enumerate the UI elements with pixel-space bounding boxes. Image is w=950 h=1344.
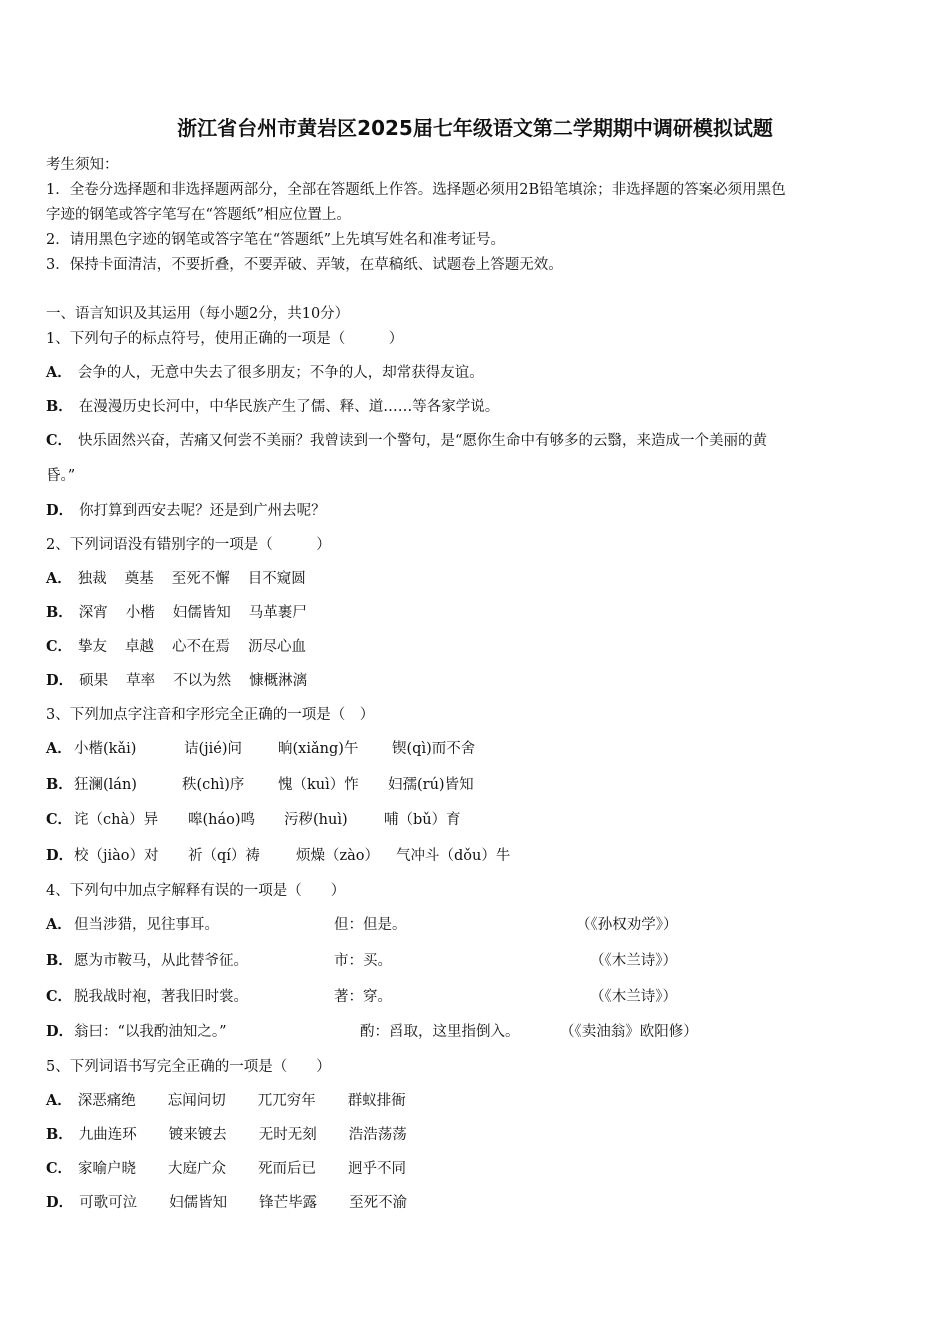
word: 镀来镀去 [168, 1127, 227, 1143]
q1-option-b [46, 395, 499, 416]
word: 嗥(háo)鸣 [188, 812, 256, 828]
word: 愧（kuì）怍 [278, 777, 359, 793]
q3-option-b [46, 773, 474, 794]
word: 锋芒毕露 [259, 1195, 318, 1211]
q5-option-b [46, 1123, 439, 1144]
q3-option-a [46, 737, 476, 758]
word: 大庭广众 [168, 1161, 227, 1177]
notice-item-1a: 1．全卷分选择题和非选择题两部分，全部在答题纸上作答。选择题必须用2B铅笔填涂；非选择题的答案必须用黑色 [46, 182, 786, 198]
question-5-stem: 5、下列词语书写完全正确的一项是（ ） [46, 1059, 331, 1075]
word: 诧（chà）异 [74, 812, 159, 828]
word: 狂澜(lán) [74, 777, 137, 793]
question-1-stem: 1、下列句子的标点符号，使用正确的一项是（ ） [46, 331, 404, 347]
option-label: B． [46, 776, 73, 793]
word: 至死不懈 [171, 571, 230, 587]
q1-option-a [46, 361, 484, 382]
word: 硕果 [79, 673, 109, 689]
option-label: C． [46, 1160, 73, 1177]
q5-option-d [46, 1191, 439, 1212]
notice-item-3: 3．保持卡面清洁，不要折叠，不要弄破、弄皱，在草稿纸、试题卷上答题无效。 [46, 257, 563, 273]
source: （《木兰诗》） [590, 953, 677, 969]
option-label: B． [46, 604, 73, 621]
option-label: A． [46, 570, 72, 587]
q3-option-d [46, 844, 511, 865]
q4-option-c [46, 985, 677, 1006]
source: （《卖油翁》欧阳修） [560, 1024, 698, 1040]
word: 污秽(huì) [284, 812, 348, 828]
option-text: 快乐固然兴奋，苦痛又何尝不美丽？我曾读到一个警句，是“愿你生命中有够多的云翳，来造成一个美丽的黄 [78, 433, 767, 449]
option-label: D． [46, 502, 74, 519]
sentence: 翁曰：“以我酌油知之。” [74, 1024, 227, 1040]
sentence: 但当涉猎，见往事耳。 [74, 917, 219, 933]
option-label: D． [46, 672, 74, 689]
word: 慷概淋漓 [249, 673, 308, 689]
word: 气冲斗（dǒu）牛 [396, 848, 511, 864]
word: 死而后已 [258, 1161, 317, 1177]
word: 草率 [126, 673, 156, 689]
option-text: 你打算到西安去呢？还是到广州去呢？ [79, 503, 326, 519]
word: 兀兀穷年 [257, 1093, 316, 1109]
sentence: 愿为市鞍马，从此替爷征。 [74, 953, 248, 969]
word: 小楷 [125, 605, 155, 621]
word: 独裁 [77, 571, 107, 587]
q5-option-a [46, 1089, 438, 1110]
word: 马革裹尸 [248, 605, 307, 621]
word: 可歌可泣 [79, 1195, 138, 1211]
word: 校（jiào）对 [74, 848, 159, 864]
word: 哺（bǔ）育 [384, 812, 461, 828]
q4-option-b [46, 949, 677, 970]
word: 迥乎不同 [348, 1161, 407, 1177]
word: 奠基 [124, 571, 154, 587]
option-label: D． [46, 1023, 74, 1040]
q4-option-d [46, 1020, 698, 1041]
q1-option-c-cont: 昏。” [46, 468, 76, 484]
q1-option-d [46, 499, 326, 520]
q5-option-c [46, 1157, 438, 1178]
notice-item-1b: 字迹的钢笔或答字笔写在“答题纸”相应位置上。 [46, 207, 351, 223]
option-label: A． [46, 916, 72, 933]
option-label: A． [46, 740, 72, 757]
word: 深恶痛绝 [77, 1093, 136, 1109]
q2-option-c [46, 635, 324, 656]
option-label: B． [46, 398, 73, 415]
section-heading: 一、语言知识及其运用（每小题2分，共10分） [46, 306, 350, 322]
option-label: A． [46, 364, 72, 381]
word: 小楷(kǎi) [74, 741, 137, 757]
q2-option-a [46, 567, 324, 588]
source: （《木兰诗》） [590, 989, 677, 1005]
word: 晌(xiǎng)午 [278, 741, 359, 757]
explanation: 市：买。 [334, 953, 392, 969]
page-title: 浙江省台州市黄岩区2025届七年级语文第二学期期中调研模拟试题 [177, 116, 773, 140]
option-label: B． [46, 952, 73, 969]
q1-option-c [46, 429, 767, 450]
word: 妇孺(rú)皆知 [388, 777, 474, 793]
option-label: A． [46, 1092, 72, 1109]
notice-heading: 考生须知： [46, 157, 119, 173]
option-label: D． [46, 1194, 74, 1211]
explanation: 但：但是。 [334, 917, 407, 933]
word: 妇儒皆知 [169, 1195, 228, 1211]
word: 群蚁排衙 [347, 1093, 406, 1109]
explanation: 著：穿。 [334, 989, 392, 1005]
word: 挚友 [78, 639, 108, 655]
word: 忘闻问切 [167, 1093, 226, 1109]
option-label: C． [46, 638, 73, 655]
word: 心不在焉 [172, 639, 231, 655]
question-2-stem: 2、下列词语没有错别字的一项是（ ） [46, 537, 331, 553]
option-label: D． [46, 847, 74, 864]
word: 无时无刻 [258, 1127, 317, 1143]
word: 浩浩荡荡 [348, 1127, 407, 1143]
explanation: 酌：舀取，这里指倒入。 [360, 1024, 520, 1040]
question-4-stem: 4、下列句中加点字解释有误的一项是（ ） [46, 883, 346, 899]
sentence: 脱我战时袍，著我旧时裳。 [74, 989, 248, 1005]
word: 家喻户晓 [78, 1161, 137, 1177]
q2-option-d [46, 669, 325, 690]
word: 九曲连环 [78, 1127, 137, 1143]
word: 秩(chì)序 [182, 777, 245, 793]
word: 诘(jié)问 [184, 741, 243, 757]
word: 祈（qí）祷 [188, 848, 260, 864]
q2-option-b [46, 601, 325, 622]
word: 目不窥圆 [247, 571, 306, 587]
word: 沥尽心血 [248, 639, 307, 655]
source: （《孙权劝学》） [576, 917, 678, 933]
option-label: B． [46, 1126, 73, 1143]
word: 妇儒皆知 [172, 605, 231, 621]
q4-option-a [46, 913, 678, 934]
option-text: 会争的人，无意中失去了很多朋友；不争的人，却常获得友谊。 [77, 365, 484, 381]
question-3-stem: 3、下列加点字注音和字形完全正确的一项是（ ） [46, 707, 375, 723]
word: 至死不渝 [349, 1195, 408, 1211]
word: 锲(qì)而不舍 [392, 741, 476, 757]
option-label: C． [46, 811, 73, 828]
option-text: 在漫漫历史长河中，中华民族产生了儒、释、道……等各家学说。 [78, 399, 500, 415]
word: 不以为然 [173, 673, 232, 689]
option-label: C． [46, 988, 73, 1005]
word: 卓越 [125, 639, 155, 655]
option-label: C． [46, 432, 73, 449]
q3-option-c [46, 808, 461, 829]
word: 深宵 [78, 605, 108, 621]
word: 烦燥（zào） [296, 848, 380, 864]
notice-item-2: 2．请用黑色字迹的钢笔或答字笔在“答题纸”上先填写姓名和准考证号。 [46, 232, 506, 248]
